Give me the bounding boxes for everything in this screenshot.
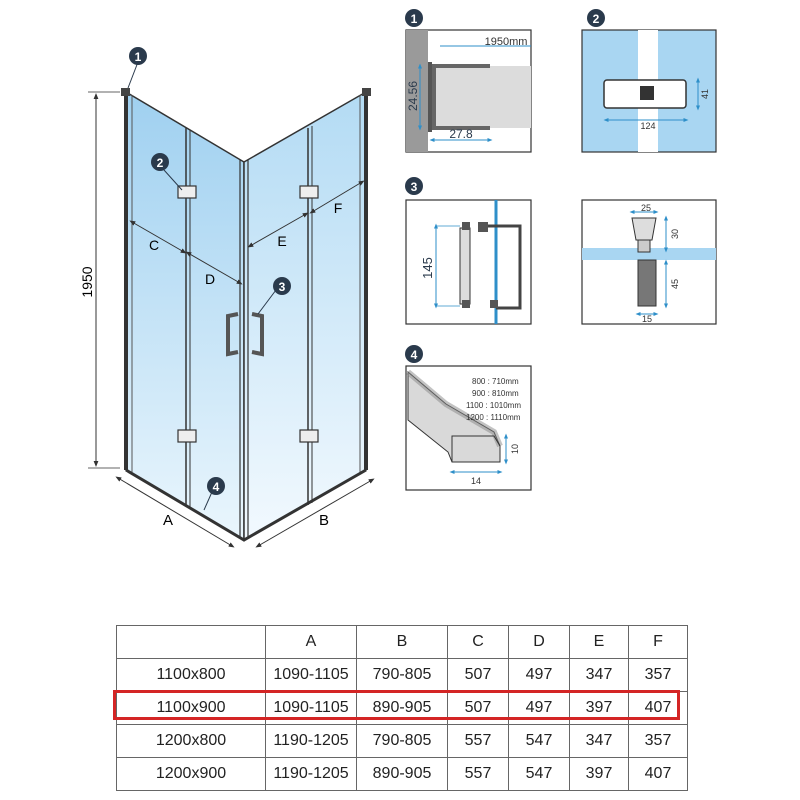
table-cell-size: 1100x900	[117, 692, 266, 725]
dimensions-table	[116, 625, 688, 791]
table-cell: 1190-1205	[266, 725, 357, 758]
table-header-cell	[117, 626, 266, 659]
svg-text:4: 4	[212, 480, 220, 494]
table-header-cell: F	[629, 626, 688, 659]
detail-2-dim-height: 41	[700, 88, 710, 100]
table-cell: 397	[570, 758, 629, 791]
table-cell: 890-905	[357, 692, 448, 725]
detail-1-dim-top: 1950mm	[484, 36, 528, 48]
hinge	[300, 186, 318, 198]
dimension-label-A: A	[162, 512, 174, 529]
table-cell: 397	[570, 692, 629, 725]
detail-2-panel	[582, 9, 716, 152]
table-row-highlighted	[117, 692, 688, 725]
table-header-cell: B	[357, 626, 448, 659]
detail-2-dim-width: 124	[640, 121, 656, 131]
svg-text:2: 2	[592, 12, 600, 26]
svg-text:4: 4	[410, 348, 418, 362]
dimension-label-B: B	[318, 512, 330, 529]
height-dimension	[79, 92, 120, 468]
table-header-cell: D	[509, 626, 570, 659]
table-cell: 497	[509, 692, 570, 725]
table-cell: 407	[629, 758, 688, 791]
table-cell: 347	[570, 725, 629, 758]
hinge	[300, 430, 318, 442]
detail-3-dim-height: 145	[420, 257, 435, 279]
table-row	[117, 659, 688, 692]
table-header-cell: A	[266, 626, 357, 659]
detail-1-dim-bottom: 27.8	[449, 127, 473, 141]
dimension-label-E: E	[277, 233, 287, 249]
detail-1-panel	[405, 9, 531, 152]
table-cell: 557	[448, 758, 509, 791]
table-cell: 1090-1105	[266, 659, 357, 692]
table-header-row	[117, 626, 688, 659]
detail-3b-dim-bottom: 15	[641, 314, 653, 324]
svg-text:3: 3	[278, 280, 286, 294]
table-cell: 497	[509, 659, 570, 692]
detail-4-size-3: 1200 : 1110mm	[466, 413, 521, 422]
table-cell: 347	[570, 659, 629, 692]
svg-text:3: 3	[410, 180, 418, 194]
table-cell: 547	[509, 725, 570, 758]
hinge	[178, 430, 196, 442]
detail-4-size-2: 1100 : 1010mm	[466, 401, 521, 410]
table-cell-size: 1200x800	[117, 725, 266, 758]
detail-3b-panel	[582, 200, 716, 324]
marker-1	[128, 47, 147, 88]
table-cell: 890-905	[357, 758, 448, 791]
table-cell: 507	[448, 659, 509, 692]
svg-text:2: 2	[156, 156, 164, 170]
dimension-label-D: D	[204, 271, 216, 287]
height-label: 1950	[79, 266, 95, 298]
svg-text:1: 1	[410, 12, 418, 26]
detail-4-size-1: 900 : 810mm	[472, 389, 519, 398]
table-cell: 357	[629, 659, 688, 692]
table-cell: 1090-1105	[266, 692, 357, 725]
table-cell: 557	[448, 725, 509, 758]
detail-4-panel	[405, 345, 531, 490]
detail-3b-dim-lower: 45	[670, 278, 680, 290]
detail-4-size-0: 800 : 710mm	[472, 377, 519, 386]
detail-1-dim-left: 24.56	[406, 80, 420, 112]
detail-4-dim-width: 14	[470, 476, 482, 486]
table-cell: 790-805	[357, 725, 448, 758]
table-cell-size: 1200x900	[117, 758, 266, 791]
detail-4-dim-height: 10	[510, 443, 520, 455]
detail-3b-dim-upper: 30	[670, 228, 680, 240]
dimension-label-F: F	[333, 200, 343, 216]
table-cell: 547	[509, 758, 570, 791]
table-cell: 357	[629, 725, 688, 758]
table-cell: 1190-1205	[266, 758, 357, 791]
hinge	[178, 186, 196, 198]
table-row	[117, 725, 688, 758]
table-cell-size: 1100x800	[117, 659, 266, 692]
detail-3b-dim-top: 25	[640, 203, 652, 213]
table-header-cell: E	[570, 626, 629, 659]
detail-3-panel	[405, 177, 531, 324]
table-row	[117, 758, 688, 791]
table-header-cell: C	[448, 626, 509, 659]
dimension-label-C: C	[148, 237, 160, 253]
svg-text:1: 1	[134, 50, 142, 64]
table-cell: 507	[448, 692, 509, 725]
table-cell: 407	[629, 692, 688, 725]
table-cell: 790-805	[357, 659, 448, 692]
